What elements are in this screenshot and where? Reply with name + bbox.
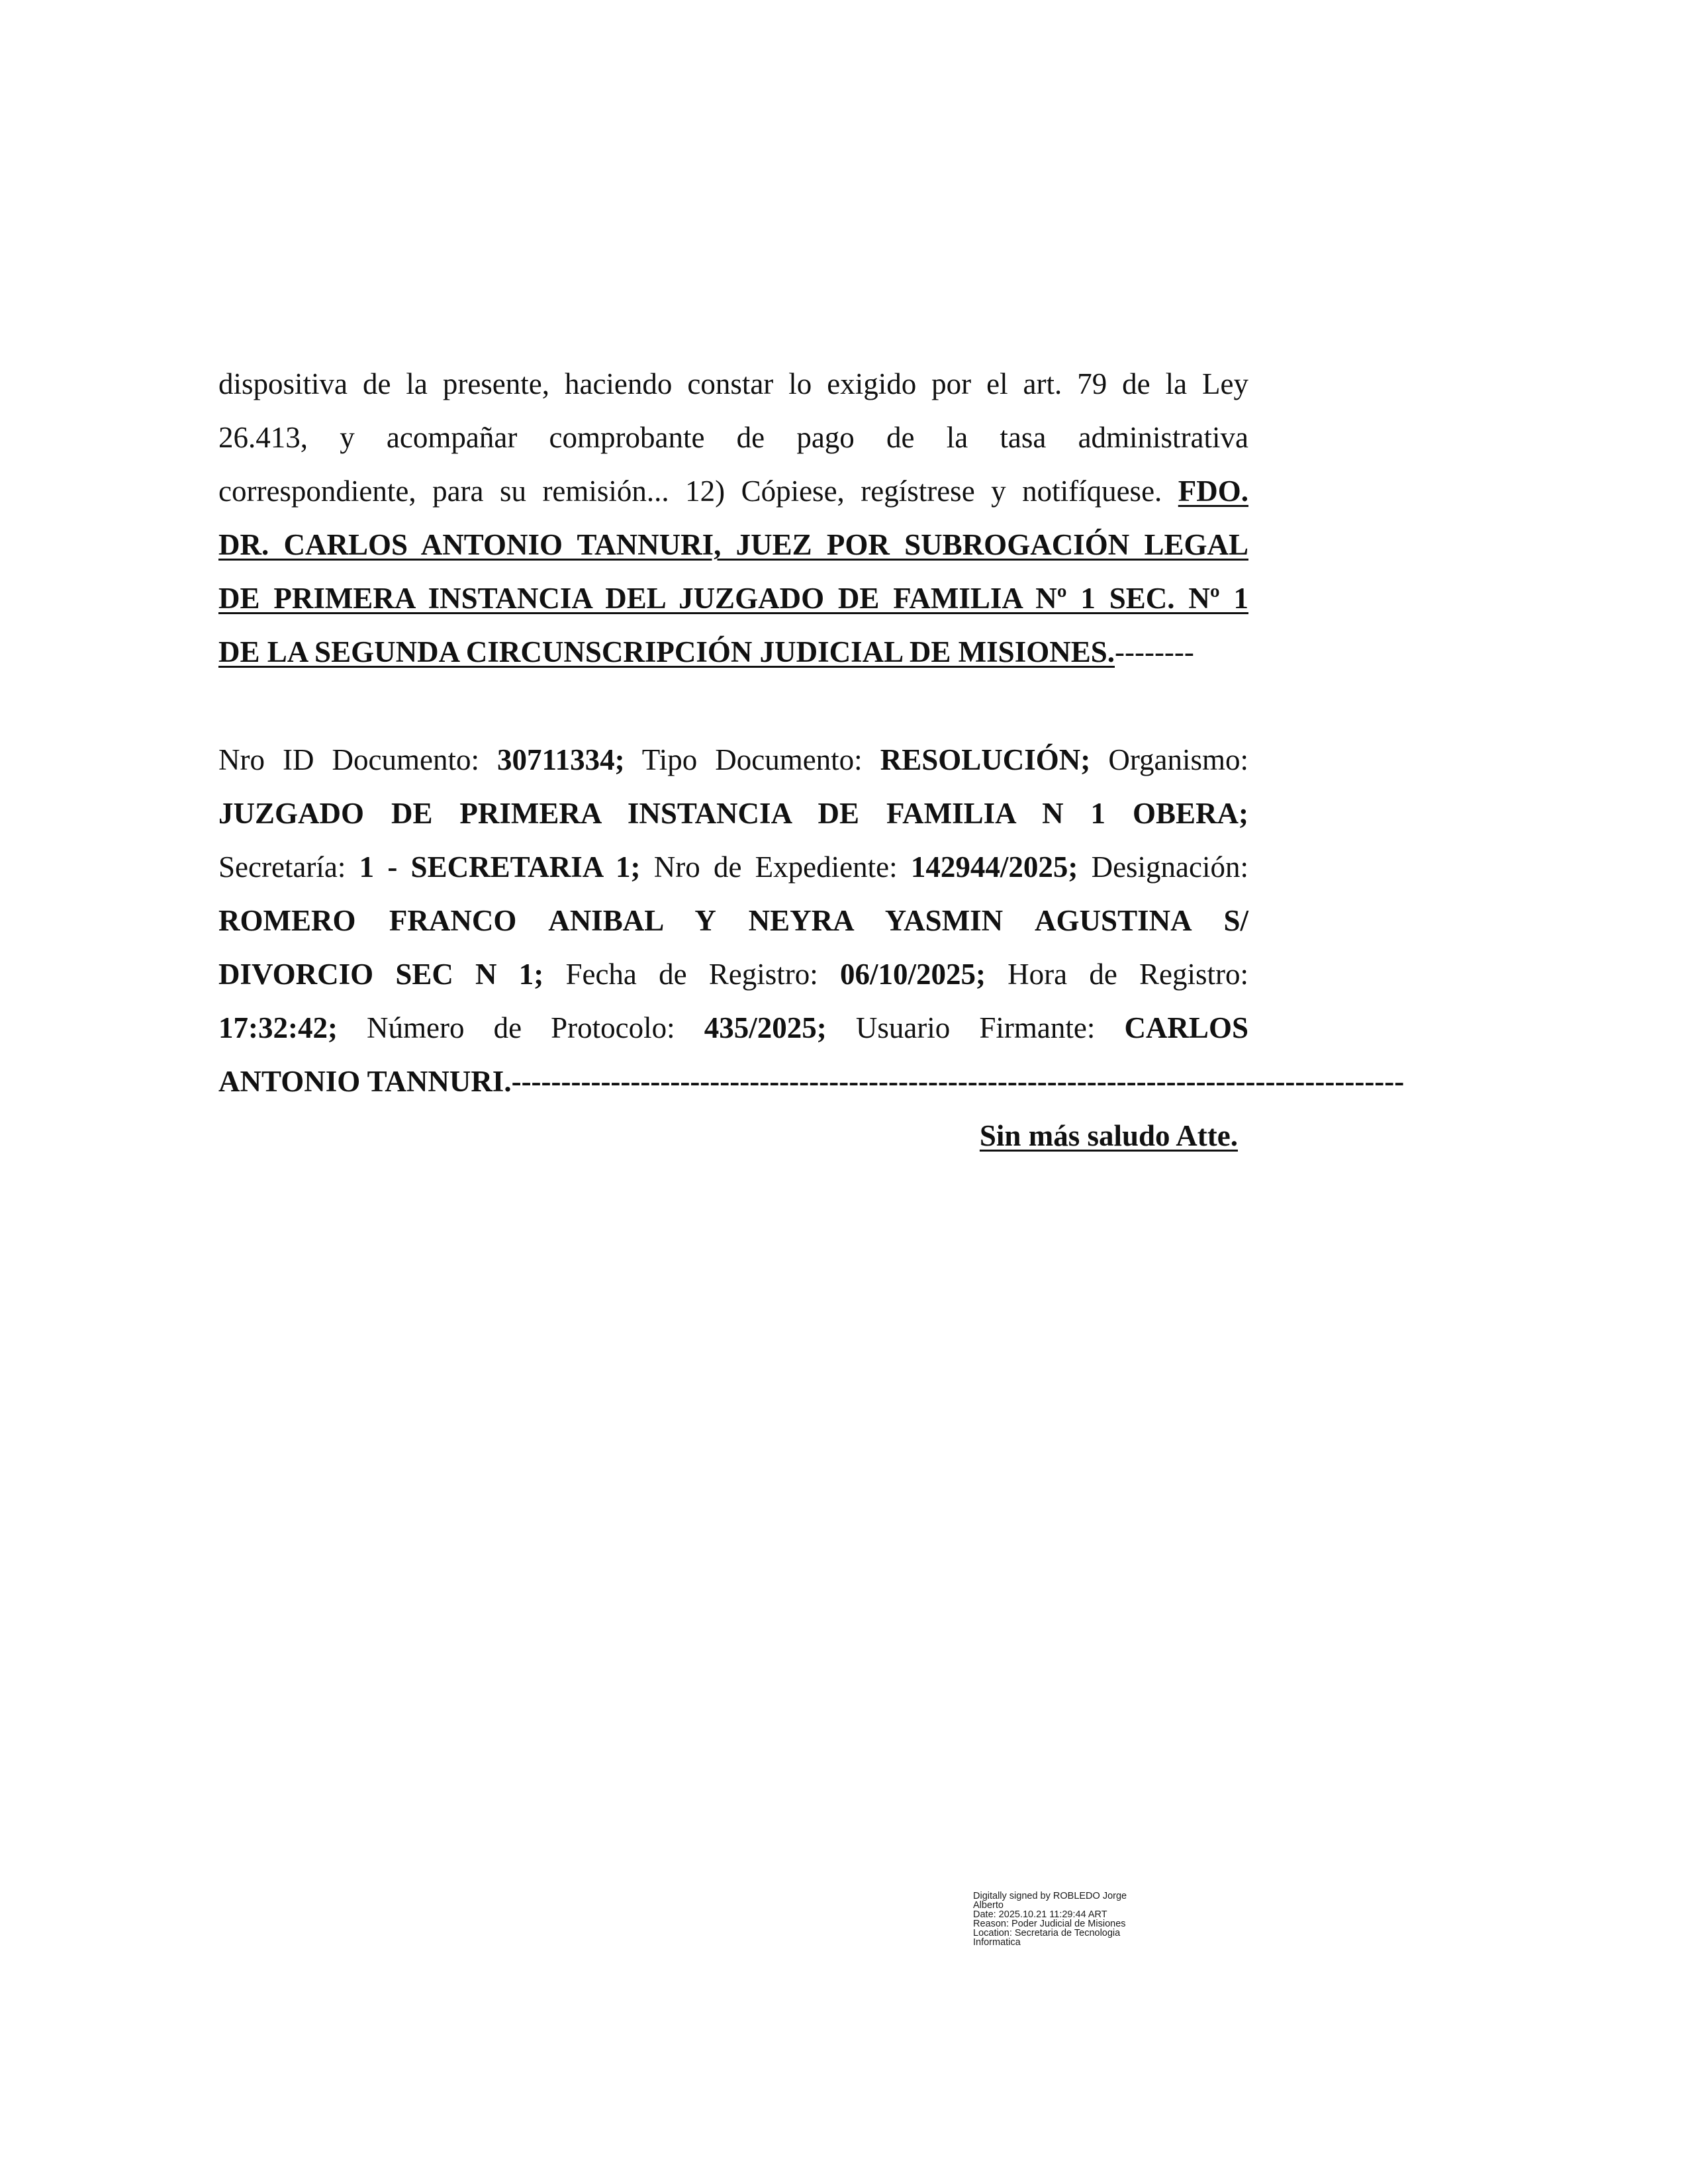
doc-type-value: RESOLUCIÓN; bbox=[880, 743, 1091, 776]
signature-line: Digitally signed by ROBLEDO Jorge bbox=[973, 1891, 1127, 1901]
protocolo-value: 435/2025; bbox=[704, 1011, 827, 1044]
firmante-label: Usuario Firmante: bbox=[826, 1011, 1125, 1044]
resolution-excerpt bbox=[218, 357, 1248, 679]
text-line: dispositiva de la presente, haciendo constar lo exigido por el art. 79 de la Ley bbox=[218, 367, 1248, 400]
text-line bbox=[218, 894, 1248, 948]
closing-salutation bbox=[218, 1109, 1238, 1163]
digital-signature-stamp bbox=[973, 1891, 1172, 1947]
designacion-label: Designación: bbox=[1078, 850, 1249, 884]
text-line bbox=[218, 1055, 1405, 1109]
dash-filler: ----------------------------------------------------------------------------------------- bbox=[521, 1065, 1405, 1098]
text-line bbox=[218, 465, 1248, 518]
hora-label: Hora de Registro: bbox=[985, 958, 1248, 991]
firmante-value-1: CARLOS bbox=[1124, 1011, 1248, 1044]
secretaria-label: Secretaría: bbox=[218, 850, 359, 884]
text-line bbox=[218, 518, 1248, 572]
text-line: 26.413, y acompañar comprobante de pago de la tasa administrativa bbox=[218, 421, 1248, 454]
text-line bbox=[218, 1001, 1248, 1055]
protocolo-label: Número de Protocolo: bbox=[337, 1011, 704, 1044]
closing-clause: correspondiente, para su remisión... 12) Cópiese, regístrese y notifíquese. bbox=[218, 475, 1178, 508]
fecha-label: Fecha de Registro: bbox=[543, 958, 840, 991]
text-line bbox=[218, 625, 1248, 679]
document-record bbox=[218, 733, 1405, 1109]
doc-id-label: Nro ID Documento: bbox=[218, 743, 498, 776]
judge-line-2: DE PRIMERA INSTANCIA DEL JUZGADO DE FAMILIA Nº 1 SEC. Nº 1 bbox=[218, 582, 1248, 615]
expediente-label: Nro de Expediente: bbox=[640, 850, 911, 884]
org-label: Organismo: bbox=[1090, 743, 1248, 776]
judge-line-1: DR. CARLOS ANTONIO TANNURI, JUEZ POR SUBROGACIÓN LEGAL bbox=[218, 528, 1248, 561]
text-line bbox=[218, 572, 1248, 625]
closing-text: Sin más saludo Atte. bbox=[979, 1119, 1238, 1152]
fecha-value: 06/10/2025; bbox=[839, 958, 986, 991]
judge-line-3: DE LA SEGUNDA CIRCUNSCRIPCIÓN JUDICIAL DE MISIONES. bbox=[218, 635, 1115, 668]
text-line bbox=[218, 733, 1248, 787]
secretaria-value: 1 - SECRETARIA 1; bbox=[359, 850, 641, 884]
org-value: JUZGADO DE PRIMERA INSTANCIA DE FAMILIA N 1 OBERA; bbox=[218, 797, 1248, 830]
dash-filler: -------- bbox=[1115, 635, 1194, 668]
hora-value: 17:32:42; bbox=[218, 1011, 338, 1044]
doc-id-value: 30711334; bbox=[497, 743, 625, 776]
signature-line: Location: Secretaria de Tecnologia bbox=[973, 1928, 1121, 1938]
doc-type-label: Tipo Documento: bbox=[624, 743, 880, 776]
fdo-label: FDO. bbox=[1178, 475, 1248, 508]
text-line bbox=[218, 841, 1248, 894]
text-line bbox=[218, 948, 1248, 1001]
firmante-value-2: ANTONIO TANNURI.- bbox=[218, 1065, 522, 1098]
designacion-value-2: DIVORCIO SEC N 1; bbox=[218, 958, 544, 991]
designacion-value-1: ROMERO FRANCO ANIBAL Y NEYRA YASMIN AGUSTINA S/ bbox=[218, 904, 1248, 937]
signature-line: Alberto bbox=[973, 1900, 1004, 1911]
signature-line: Informatica bbox=[973, 1937, 1021, 1948]
text-line bbox=[218, 787, 1248, 841]
expediente-value: 142944/2025; bbox=[910, 850, 1078, 884]
signature-line: Reason: Poder Judicial de Misiones bbox=[973, 1919, 1126, 1929]
signature-line: Date: 2025.10.21 11:29:44 ART bbox=[973, 1909, 1107, 1920]
